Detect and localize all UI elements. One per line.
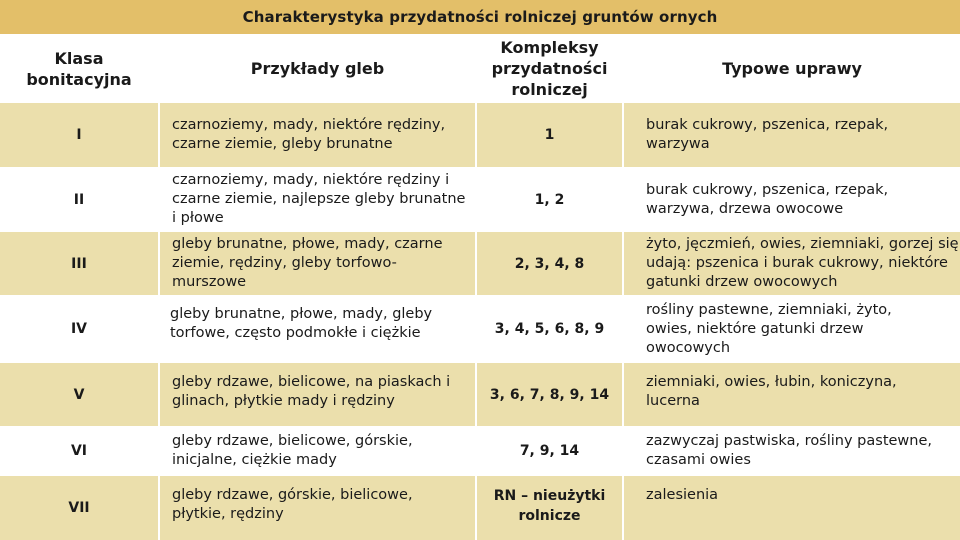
complexes-cell: 1 (477, 103, 622, 167)
table-title: Charakterystyka przydatności rolniczej gruntów ornych (0, 0, 960, 34)
table-header-row (0, 34, 960, 103)
header-complexes: Kompleksy przydatności rolniczej (477, 34, 622, 103)
table-row (0, 297, 960, 361)
table-row (0, 169, 960, 230)
soils-cell: gleby rdzawe, bielicowe, na piaskach i glinach, płytkie mady i rędziny (160, 363, 475, 426)
complexes-cell: RN – nieużytki rolnicze (477, 476, 622, 540)
soils-cell: czarnoziemy, mady, niektóre rędziny i czarne ziemie, najlepsze gleby brunatne i płowe (160, 169, 475, 230)
complexes-cell: 7, 9, 14 (477, 428, 622, 474)
complexes-cell: 1, 2 (477, 169, 622, 230)
table-row (0, 428, 960, 474)
soil-suitability-table (0, 34, 960, 540)
class-cell: I (0, 103, 158, 167)
soils-cell: czarnoziemy, mady, niektóre rędziny, czarne ziemie, gleby brunatne (160, 103, 475, 167)
header-class: Klasa bonitacyjna (0, 34, 158, 103)
crops-cell: burak cukrowy, pszenica, rzepak, warzywa, drzewa owocowe (624, 169, 960, 230)
class-cell: V (0, 363, 158, 426)
class-cell: II (0, 169, 158, 230)
soils-cell: gleby brunatne, płowe, mady, czarne ziemie, rędziny, gleby torfowo-murszowe (160, 232, 475, 295)
crops-cell: żyto, jęczmień, owies, ziemniaki, gorzej się udają: pszenica i burak cukrowy, niektóre gatunki drzew owocowych (624, 232, 960, 295)
class-cell: VI (0, 428, 158, 474)
table-row (0, 363, 960, 426)
table-row (0, 232, 960, 295)
crops-cell: zalesienia (624, 476, 960, 540)
complexes-cell: 3, 4, 5, 6, 8, 9 (477, 297, 622, 361)
soils-cell: gleby brunatne, płowe, mady, gleby torfowe, często podmokłe i ciężkie (160, 297, 475, 361)
table-row (0, 476, 960, 540)
complexes-cell: 3, 6, 7, 8, 9, 14 (477, 363, 622, 426)
soils-cell: gleby rdzawe, górskie, bielicowe, płytkie, rędziny (160, 476, 475, 540)
crops-cell: ziemniaki, owies, łubin, koniczyna, lucerna (624, 363, 960, 426)
header-crops: Typowe uprawy (624, 34, 960, 103)
crops-cell: burak cukrowy, pszenica, rzepak, warzywa (624, 103, 960, 167)
crops-cell: zazwyczaj pastwiska, rośliny pastewne, czasami owies (624, 428, 960, 474)
class-cell: VII (0, 476, 158, 540)
soils-cell: gleby rdzawe, bielicowe, górskie, inicjalne, ciężkie mady (160, 428, 475, 474)
crops-cell: rośliny pastewne, ziemniaki, żyto, owies, niektóre gatunki drzew owocowych (624, 297, 960, 361)
header-soils: Przykłady gleb (160, 34, 475, 103)
class-cell: IV (0, 297, 158, 361)
table-row (0, 103, 960, 167)
complexes-cell: 2, 3, 4, 8 (477, 232, 622, 295)
class-cell: III (0, 232, 158, 295)
